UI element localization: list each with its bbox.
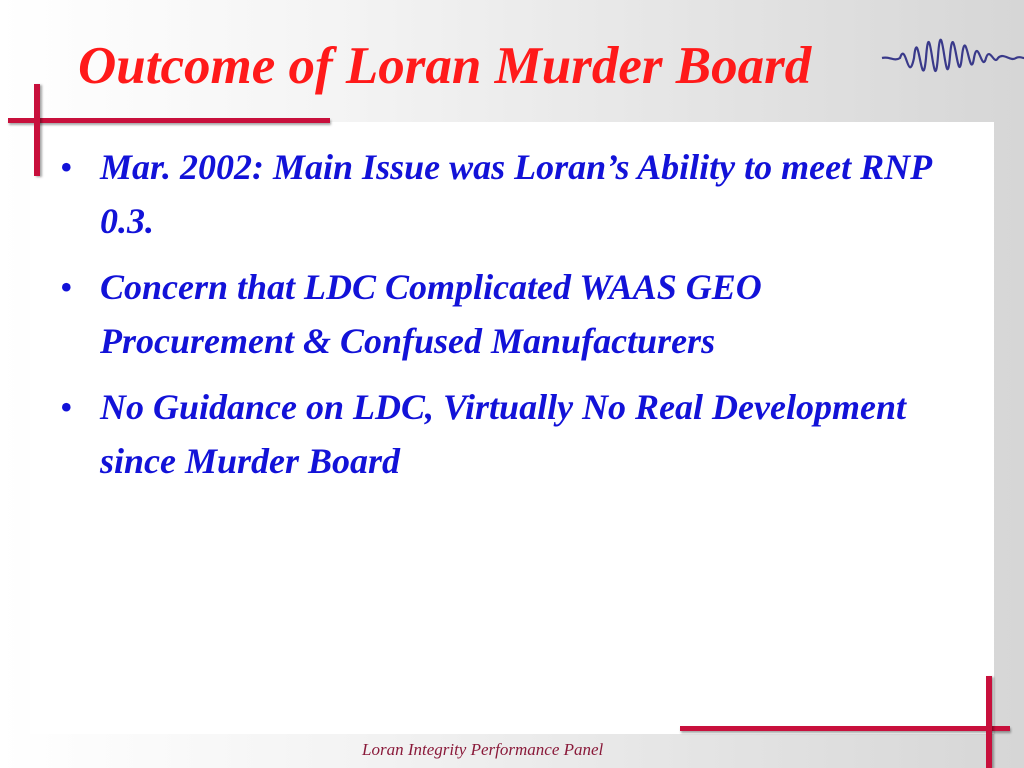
signal-waveform-icon — [880, 0, 1024, 110]
footer-text: Loran Integrity Performance Panel — [362, 740, 604, 759]
bullet-icon: • — [60, 387, 73, 427]
bullet-list — [58, 140, 948, 500]
bullet-text: Concern that LDC Complicated WAAS GEO Procurement & Confused Manufacturers — [100, 267, 762, 361]
bullet-icon: • — [60, 147, 73, 187]
slide-title: Outcome of Loran Murder Board — [78, 37, 812, 95]
bullet-icon: • — [60, 267, 73, 307]
bullet-text: Mar. 2002: Main Issue was Loran’s Ability to meet RNP 0.3. — [100, 147, 931, 241]
bullet-item — [58, 260, 948, 368]
bullet-text: No Guidance on LDC, Virtually No Real Development since Murder Board — [100, 387, 906, 481]
bullet-item — [58, 140, 948, 248]
bullet-item — [58, 380, 948, 488]
